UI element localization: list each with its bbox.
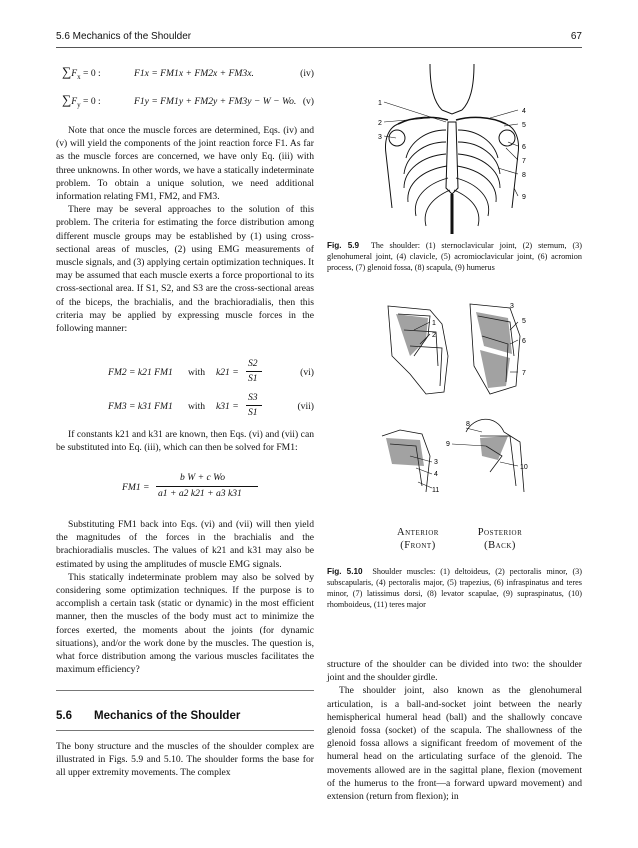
- fig59-label-4: 4: [522, 108, 526, 115]
- paragraph-substituting: Substituting FM1 back into Eqs. (vi) and (vii) will then yield the magnitudes of the forces in the brachialis and the brachioradialis muscles. The values of k21 and k31 may also be estimated by using the amplitudes of muscle EMG signals.: [56, 519, 314, 570]
- fig510-label-10: 10: [520, 464, 528, 471]
- fig510-label-4: 4: [434, 471, 438, 478]
- left-text-block-1: [56, 124, 314, 335]
- figure-5-10-caption: [327, 566, 582, 610]
- section-heading: [56, 710, 240, 722]
- anterior-title: Anterior: [397, 527, 439, 538]
- fig59-caption-text: The shoulder: (1) sternoclavicular joint, (2) sternum, (3) glenohumeral joint, (4) clavicle, (5) acromioclavicular joint, (6) acromion process, (7) glenoid fossa, (8) scapula, (9) humerus: [327, 241, 583, 272]
- equation-iv: $\sum F_x = 0$ : F1x = FM1x + FM2x + FM3x. (iv): [62, 64, 314, 81]
- fig510-label-3: 3: [434, 459, 438, 466]
- figure-5-9-caption: [327, 240, 582, 273]
- running-header: [56, 31, 582, 45]
- equation-vi-left: FM2 = k21 FM1: [108, 367, 173, 378]
- figure-5-9-shoulder-skeleton: [370, 58, 540, 236]
- equation-fm1-denominator: a1 + a2 k21 + a3 k31: [158, 488, 242, 499]
- header-section: 5.6 Mechanics of the Shoulder: [56, 31, 192, 42]
- equation-vii-right: k31 =: [216, 401, 239, 412]
- fig510-caption-label: Fig. 5.10: [327, 567, 363, 576]
- equation-vii-left: FM3 = k31 FM1: [108, 401, 173, 412]
- section-rule-bottom: [56, 730, 314, 731]
- section-rule-top: [56, 690, 314, 691]
- fig510-posterior-label: [460, 526, 540, 552]
- fig510-label-2: 2: [432, 332, 436, 339]
- anterior-subtitle: (Front): [400, 540, 436, 551]
- equation-iv-body: F1x = FM1x + FM2x + FM3x.: [134, 68, 254, 79]
- figure-5-10-shoulder-muscles: [370, 296, 540, 496]
- fig510-label-1: 1: [432, 320, 436, 327]
- equation-vi-number: (vi): [300, 367, 314, 378]
- fig510-label-7: 7: [522, 370, 526, 377]
- paragraph-bony-structure: The bony structure and the muscles of the shoulder complex are illustrated in Figs. 5.9 and 5.10. The shoulder forms the base for all upper extremity movements. The complex: [56, 741, 314, 779]
- fig59-label-7: 7: [522, 158, 526, 165]
- equation-v-number: (v): [302, 96, 314, 107]
- fig510-label-11: 11: [432, 487, 440, 494]
- paragraph-optimization: This statically indeterminate problem may also be solved by considering some optimization techniques. If the purpose is to accomplish a certain task (static or dynamic) in the most efficient manner, then the muscles of the body must act to minimize the forces exerted, the moments about the joints (for dynamic situations), and/or the work done by the muscles. The question is, what force distribution among the various muscles facilitates the maximum efficiency?: [56, 571, 314, 676]
- fraction-bar: [246, 405, 262, 406]
- fig510-label-6: 6: [522, 338, 526, 345]
- fig59-label-8: 8: [522, 172, 526, 179]
- fraction-bar: [246, 371, 262, 372]
- fig510-label-3-top: 3: [510, 303, 514, 310]
- paragraph-shoulder-structure: structure of the shoulder can be divided into two: the shoulder joint and the shoulder girdle.: [327, 659, 582, 684]
- left-text-block-3: [56, 518, 314, 676]
- paragraph-constants: If constants k21 and k31 are known, then Eqs. (vi) and (vii) can be substituted into Eq. (iii), which can then be solved for FM1:: [56, 429, 314, 454]
- left-text-block-4: [56, 740, 314, 780]
- fig59-label-3: 3: [378, 134, 382, 141]
- left-text-block-2: [56, 428, 314, 454]
- equation-fm1-lhs: FM1 =: [122, 482, 150, 493]
- page-number: 67: [570, 31, 582, 42]
- equation-vii: [108, 394, 314, 420]
- fig59-label-6: 6: [522, 144, 526, 151]
- fig510-label-5: 5: [522, 318, 526, 325]
- posterior-subtitle: (Back): [484, 540, 516, 551]
- fraction-bar: [156, 486, 258, 487]
- right-text-block: [327, 658, 582, 803]
- paragraph-approaches: There may be several approaches to the solution of this problem. The criteria for estimating the force distribution among different muscle groups may be established by (1) using cross-sectional areas of muscles, (2) using EMG measurements of muscle signals, and (3) applying certain optimization techniques. It may be assumed that each muscle exerts a force proportional to its cross-sectional area. If S1, S2, and S3 are the cross-sectional areas of the biceps, the brachialis, and the brachioradialis, then this criteria may be applied by expressing muscle forces in the following manner:: [56, 204, 314, 335]
- section-title: Mechanics of the Shoulder: [94, 710, 241, 722]
- equation-vi: [108, 360, 314, 386]
- equation-vi-with: with: [188, 367, 206, 378]
- paragraph-muscle-forces: Note that once the muscle forces are determined, Eqs. (iv) and (v) will yield the components of the joint reaction force F1. As far as the muscle forces are concerned, we have only Eq. (iii) with three unknowns. In other words, we have a statically indeterminate problem. To obtain a unique solution, we need additional information relating FM1, FM2, and FM3.: [56, 125, 314, 203]
- header-rule: [56, 47, 582, 48]
- equation-v: $\sum F_y = 0$ : F1y = FM1y + FM2y + FM3y − W − Wo. (v): [62, 92, 314, 109]
- equation-v-body: F1y = FM1y + FM2y + FM3y − W − Wo.: [134, 96, 297, 107]
- fig510-anterior-label: [380, 526, 456, 552]
- posterior-title: Posterior: [477, 527, 523, 538]
- fig59-caption-label: Fig. 5.9: [327, 241, 360, 250]
- fig59-label-2: 2: [378, 120, 382, 127]
- equation-vii-frac-top: S3: [248, 392, 258, 403]
- equation-iv-number: (iv): [300, 68, 314, 79]
- equation-vi-right: k21 =: [216, 367, 239, 378]
- equation-vii-frac-bot: S1: [248, 407, 258, 418]
- equation-fm1: [122, 472, 262, 502]
- section-number: 5.6: [56, 710, 72, 722]
- equation-vi-frac-top: S2: [248, 358, 258, 369]
- equation-vi-frac-bot: S1: [248, 373, 258, 384]
- equation-fm1-numerator: b W + c Wo: [180, 472, 226, 483]
- paragraph-glenohumeral: The shoulder joint, also known as the glenohumeral articulation, is a ball-and-socket joint between the nearly hemispherical humeral head (ball) and the shallowly concave glenoid fossa (socket) of the scapula. The shallowness of the glenoid fossa allows a significant freedom of movement of the humeral head on the articulating surface of the glenoid. The movements allowed are in the sagittal plane, flexion (movement of the humerus to the front—a forward upward movement) and extension (return from flexion); in: [327, 685, 582, 803]
- fig510-label-9: 9: [446, 441, 450, 448]
- fig510-caption-text: Shoulder muscles: (1) deltoideus, (2) pectoralis minor, (3) subscapularis, (4) pectoralis major, (5) trapezius, (6) infraspinatus and teres minor, (7) latissimus dorsi, (8) levator scapulae, (9) supraspinatus, (10) rhomboideus, (11) teres major: [327, 567, 582, 609]
- equation-vii-number: (vii): [297, 401, 314, 412]
- equation-vii-with: with: [188, 401, 206, 412]
- fig59-label-5: 5: [522, 122, 526, 129]
- fig510-label-8: 8: [466, 421, 470, 428]
- fig59-label-9: 9: [522, 194, 526, 201]
- fig59-label-1: 1: [378, 100, 382, 107]
